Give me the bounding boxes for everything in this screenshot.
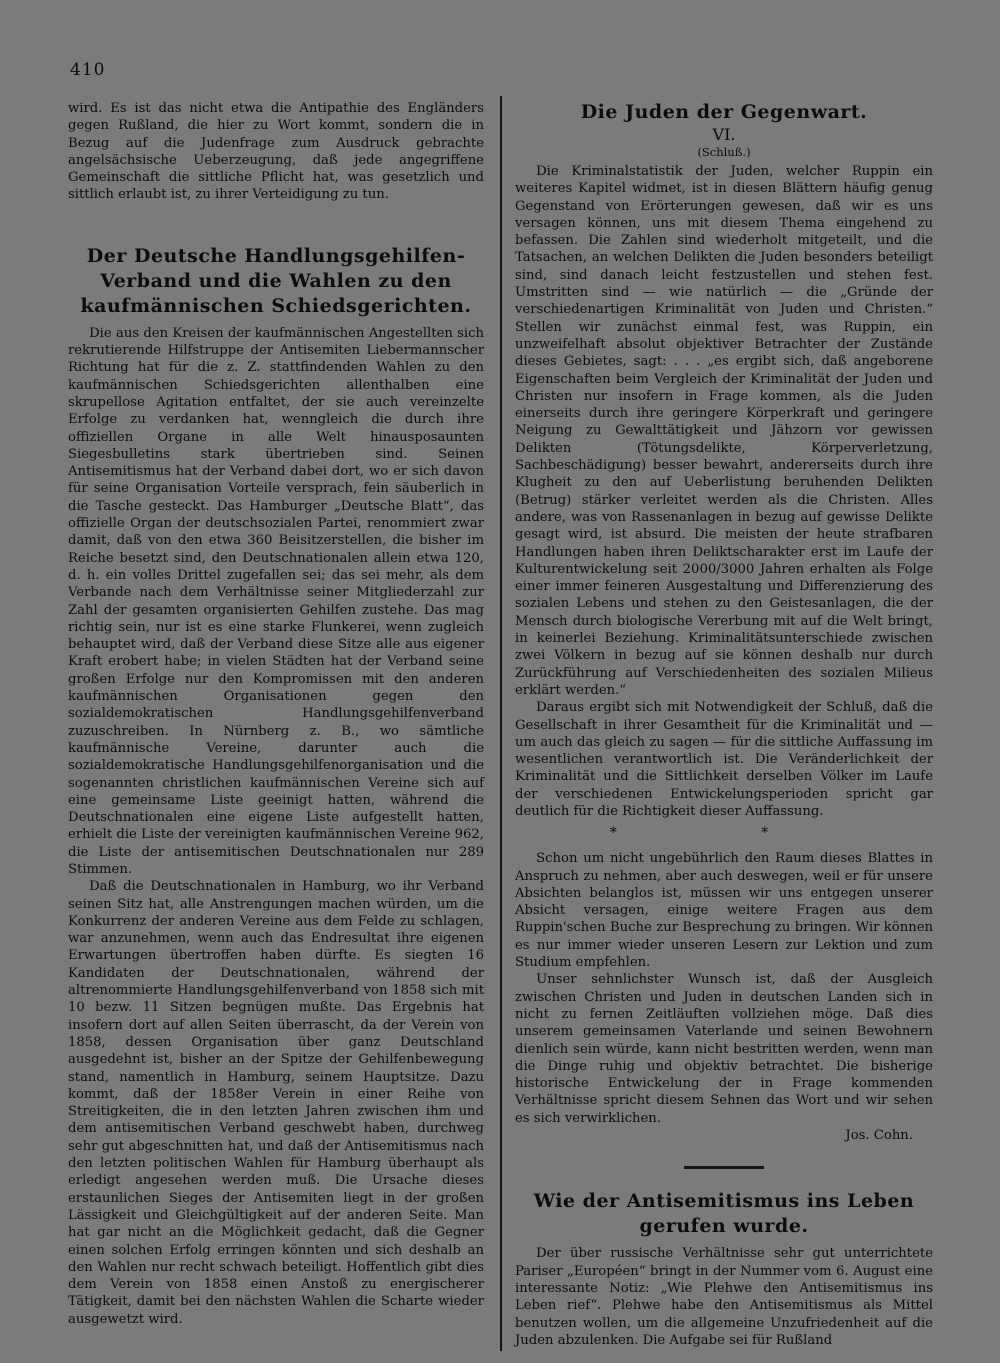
article-paragraph: Daraus ergibt sich mit Notwendigkeit der Schluß, daß die Gesellschaft in ihrer Gesamtheit für die Kriminalität und — um auch das gleich zu sagen — für die sittliche Auffassung im wesentlichen verantwortlich ist. Die Veränderlichkeit der Kriminalität und die Sittlichkeit derselben Völker im Laufe der verschiedenen Entwickelungsperioden spricht gar deutlich für die Richtigkeit dieser Auffassung. — [515, 700, 933, 819]
article-paragraph: Unser sehnlichster Wunsch ist, daß der Ausgleich zwischen Christen und Juden in deutschen Landen sich in nicht zu fernen Zeitläuften vollziehen möge. Daß dies unserem gemeinsamen Vaterlande und seinen Bewohnern dienlich sein würde, kann nicht bestritten werden, wenn man die Dinge ruhig und objektiv betrachtet. Die bisherige historische Entwickelung der in Frage kommenden Verhältnisse spricht diesem Sehnen das Wort und wir sehen es sich verwirklichen. — [515, 972, 933, 1126]
section-separator-stars: * * — [609, 825, 839, 842]
right-column — [515, 100, 933, 1349]
page-number: 410 — [70, 60, 106, 80]
article-note: (Schluß.) — [697, 145, 751, 159]
article-paragraph: Schon um nicht ungebührlich den Raum dieses Blattes in Anspruch zu nehmen, aber auch deswegen, weil er für unsere Absichten belanglos ist, müssen wir uns entgegen unserer Absicht versagen, einige weitere Fragen aus dem Ruppin'schen Buche zur Besprechung zu bringen. Wir können es nur immer wieder unseren Lesern zur Lektion und zum Studium empfehlen. — [515, 851, 933, 971]
article-paragraph: Der über russische Verhältnisse sehr gut unterrichtete Pariser „Européen“ bringt in der Nummer vom 6. August eine interessante Notiz: „Wie Plehwe den Antisemitismus ins Leben rief“. Plehwe habe den Antisemitismus als Mittel benutzen wollen, um die allgemeine Unzufriedenheit auf die Juden abzulenken. Die Aufgabe sei für Rußland — [515, 1246, 933, 1348]
article-title-juden-der-gegenwart: Die Juden der Gegenwart. — [580, 101, 868, 123]
article-title-handlungsgehilfen: Der Deutsche Handlungsgehilfen-Verband und die Wahlen zu den kaufmännischen Schiedsgerichten. — [80, 244, 472, 317]
article-paragraph: Die aus den Kreisen der kaufmännischen Angestellten sich rekrutierende Hilfstruppe der Antisemiten Liebermannscher Richtung hat für die z. Z. stattfindenden Wahlen zu den kaufmännischen Schiedsgerichten allenthalben eine skrupellose Agitation entfaltet, der sie auch vereinzelte Erfolge zu verdanken hat, wenngleich die durch ihre offiziellen Organe in alle Welt hinausposaunten Siegesbulletins stark übertrieben sind. Seinen Antisemitismus hat der Verband dabei dort, wo er sich davon für seine Organisation Vorteile versprach, fein säuberlich in die Tasche gesteckt. Das Hamburger „Deutsche Blatt“, das offizielle Organ der deutschsozialen Partei, renommiert zwar damit, daß von den etwa 360 Beisitzerstellen, die bisher im Reiche besetzt sind, den Deutschnationalen allein etwa 120, d. h. ein volles Drittel zugefallen sei; das sei mehr, als dem Verbande nach dem Verhältnisse seiner Mitgliederzahl zur Zahl der gesamten organisierten Gehilfen zustehe. Das mag richtig sein, nur ist es eine starke Flunkerei, wenn zugleich behauptet wird, daß der Verband diese Sitze alle aus eigener Kraft erobert habe; in vielen Städten hat der Verband seine großen Erfolge nur den Kompromissen mit den anderen kaufmännischen Organisationen gegen den sozialdemokratischen Handlungsgehilfenverband zuzuschreiben. In Nürnberg z. B., wo sämtliche kaufmännische Vereine, darunter auch die sozialdemokratische Handlungsgehilfenorganisation und die sogenannten christlichen kaufmännischen Vereine sich auf eine gemeinsame Liste geeinigt hatten, während die Deutschnationalen eine eigene Liste aufgestellt hatten, erhielt die Liste der vereinigten kaufmännischen Vereine 962, die Liste der antisemitischen Deutschnationalen nur 289 Stimmen. — [68, 325, 484, 877]
article-paragraph: Die Kriminalstatistik der Juden, welcher Ruppin ein weiteres Kapitel widmet, ist in diesen Blättern häufig genug Gegenstand von Erörterungen gewesen, daß wir es uns versagen können, uns mit diesem Thema eingehend zu befassen. Die Zahlen sind wiederholt mitgeteilt, und die Tatsachen, an welchen Delikten die Juden besonders beteiligt sind, sind danach leicht festzustellen und stehen fest. Umstritten sind — wie natürlich — die „Gründe der verschiedenartigen Kriminalität von Juden und Christen.“ Stellen wir zunächst einmal fest, was Ruppin, ein unzweifelhaft absolut objektiver Betrachter der Zustände dieses Gebietes, sagt: . . . „es ergibt sich, daß angeborene Eigenschaften beim Vergleich der Kriminalität der Juden und Christen nur insofern in Frage kommen, als die Juden einerseits durch ihre geringere Körperkraft und geringere Neigung zu Gewalttätigkeit und Jähzorn vor gewissen Delikten (Tötungsdelikte, Körperverletzung, Sachbeschädigung) besser bewahrt, andererseits durch ihre Klugheit zu den auf Ueberlistung beruhenden Delikten (Betrug) stärker verleitet werden als die Christen. Alles andere, was von Rassenanlagen in bezug auf gewisse Delikte gesagt wird, ist absurd. Die meisten der heute strafbaren Handlungen haben ihren Deliktscharakter erst im Laufe der Kulturentwickelung seit 2000/3000 Jahren erhalten als Folge einer immer feineren Ausgestaltung und Differenzierung des sozialen Lebens und stehen zu den Geistesanlagen, die der Mensch durch biologische Vererbung mit auf die Welt bringt, in keinerlei Beziehung. Kriminalitätsunterschiede zwischen zwei Völkern in bezug auf sie können deshalb nur durch Zurückführung auf Verschiedenheiten des sozialen Milieus erklärt werden.“ — [515, 164, 933, 698]
article-title-antisemitismus: Wie der Antisemitismus ins Leben gerufen wurde. — [533, 1190, 915, 1238]
left-column — [68, 100, 484, 1328]
intro-paragraph: wird. Es ist das nicht etwa die Antipathie des Engländers gegen Rußland, die hier zu Wort kommt, sondern die in Bezug auf die Judenfrage zum Ausdruck gebrachte angelsächsische Ueberzeugung, daß jede angegriffene Gemeinschaft die sittliche Pflicht hat, was gesetzlich und sittlich erlaubt ist, zu ihrer Verteidigung zu tun. — [68, 101, 484, 203]
article-part-number: VI. — [712, 125, 736, 144]
author-signature: Jos. Cohn. — [845, 1128, 913, 1144]
column-divider — [500, 96, 502, 1351]
article-paragraph: Daß die Deutschnationalen in Hamburg, wo ihr Verband seinen Sitz hat, alle Anstrengungen machen würden, um die Konkurrenz der anderen Vereine aus dem Felde zu schlagen, war anzunehmen, wenn auch das Endresultat ihre eigenen Erwartungen übertroffen haben dürfte. Es siegten 16 Kandidaten der Deutschnationalen, während der altrenommierte Handlungsgehilfenverband von 1858 sich mit 10 bezw. 11 Sitzen begnügen mußte. Das Ergebnis hat insofern dort auf allen Seiten überrascht, da der Verein von 1858, dessen Organisation über ganz Deutschland ausgedehnt ist, bisher an der Spitze der Gehilfenbewegung stand, namentlich in Hamburg, seinem Hauptsitze. Dazu kommt, daß der 1858er Verein in einer Reihe von Streitigkeiten, die in den letzten Jahren zwischen ihm und dem antisemitischen Verband geschwebt haben, durchweg sehr gut abgeschnitten hat, und daß der Antisemitismus nach den letzten politischen Wahlen für Hamburg überhaupt als erledigt angesehen werden muß. Die Ursache dieses erstaunlichen Sieges der Antisemiten liegt in der großen Lässigkeit und Gleichgültigkeit auf der anderen Seite. Man hat gar nicht an die Möglichkeit gedacht, daß die Gegner einen solchen Erfolg erringen könnten und sich deshalb an den Wahlen nur recht schwach beteiligt. Hoffentlich gibt dies dem Verein von 1858 einen Anstoß zu energischerer Tätigkeit, damit bei den nächsten Wahlen die Scharte wieder ausgewetzt wird. — [68, 879, 484, 1327]
